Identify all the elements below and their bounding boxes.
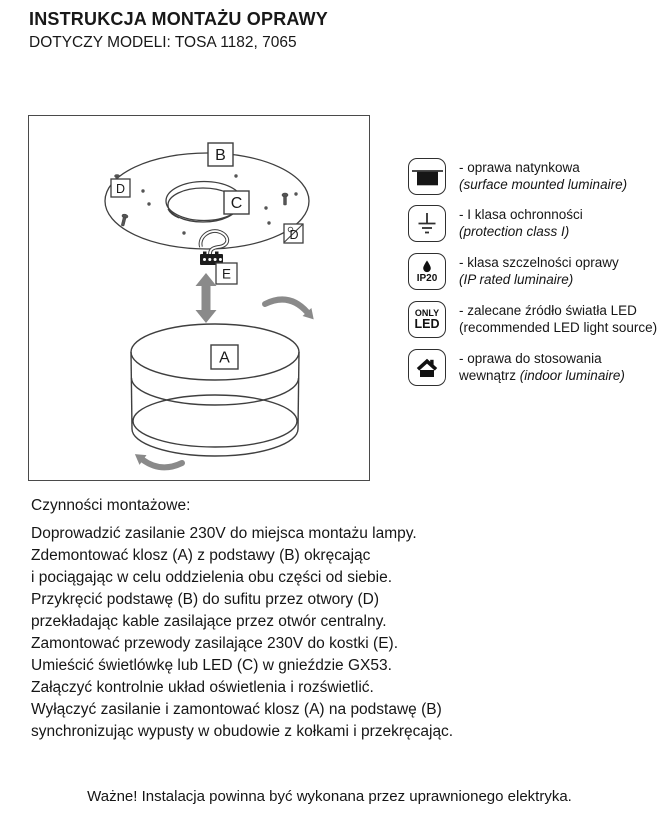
assembly-diagram	[29, 116, 371, 482]
legend-row-ip-rating	[408, 253, 619, 290]
label-e	[216, 263, 237, 284]
step-line: Przykręcić podstawę (B) do sufitu przez otwory (D)	[31, 591, 379, 608]
page-title: INSTRUKCJA MONTAŻU OPRAWY	[29, 9, 328, 29]
assembly-diagram-frame	[28, 115, 370, 481]
rotate-arrow-top-right-icon	[265, 300, 314, 320]
svg-text:B: B	[215, 147, 226, 164]
legend-label-en: (IP rated luminaire)	[459, 271, 574, 287]
svg-text:E: E	[221, 266, 232, 282]
page-subtitle: DOTYCZY MODELI: TOSA 1182, 7065	[29, 34, 297, 51]
only-led-icon	[408, 301, 446, 338]
ip20-droplet-icon	[408, 253, 446, 290]
legend-row-surface-mounted	[408, 158, 627, 195]
legend-label: - oprawa natynkowa	[459, 160, 580, 175]
steps-heading: Czynności montażowe:	[31, 497, 191, 514]
step-line: Umieścić świetlówkę lub LED (C) w gnieździe GX53.	[31, 657, 392, 674]
important-note: Ważne! Instalacja powinna być wykonana przez uprawnionego elektryka.	[87, 788, 572, 805]
label-c	[224, 191, 249, 214]
step-line: Załączyć kontrolnie układ oświetlenia i rozświetlić.	[31, 679, 374, 696]
svg-text:D: D	[115, 182, 126, 196]
protection-class-1-earth-icon	[408, 205, 446, 242]
step-line: Zdemontować klosz (A) z podstawy (B) okręcając	[31, 547, 371, 564]
step-line: przekładając kable zasilające przez otwór centralny.	[31, 613, 387, 630]
legend-label-en: wewnątrz (indoor luminaire)	[459, 367, 625, 383]
label-a	[211, 345, 238, 369]
header	[29, 9, 328, 52]
legend-label: - oprawa do stosowania	[459, 351, 602, 366]
droplet-icon	[422, 260, 432, 273]
label-d-right	[284, 224, 303, 243]
legend-row-protection-class	[408, 205, 583, 242]
legend-label: - zalecane źródło światła LED	[459, 303, 637, 318]
step-line: Doprowadzić zasilanie 230V do miejsca montażu lampy.	[31, 525, 417, 542]
legend-row-indoor	[408, 349, 625, 386]
label-b	[208, 143, 233, 166]
legend-label-en: (protection class I)	[459, 223, 570, 239]
power-wire	[201, 231, 228, 254]
svg-text:A: A	[219, 349, 230, 367]
step-line: i pociągając w celu oddzielenia obu części od siebie.	[31, 569, 393, 586]
up-down-arrow-icon	[196, 273, 217, 323]
only-badge: ONLY	[414, 308, 440, 318]
lamp-shade	[131, 324, 299, 456]
step-line: Zamontować przewody zasilające 230V do kostki (E).	[31, 635, 398, 652]
led-badge: LED	[414, 317, 440, 331]
step-line: Wyłączyć zasilanie i zamontować klosz (A) na podstawę (B)	[31, 701, 442, 718]
surface-mounted-luminaire-icon	[408, 158, 446, 195]
legend-label-en: (surface mounted luminaire)	[459, 176, 628, 192]
legend-row-only-led	[408, 301, 657, 338]
indoor-house-icon	[408, 349, 446, 386]
rotate-arrow-bottom-left-icon	[135, 454, 182, 467]
legend-label-en: (recommended LED light source)	[459, 319, 658, 335]
screw-icon	[115, 175, 288, 227]
step-line: synchronizując wypusty w obudowie z kołkami i przekręcając.	[31, 723, 454, 740]
svg-text:D: D	[289, 228, 299, 242]
legend-label: - I klasa ochronności	[459, 207, 583, 222]
assembly-steps	[31, 495, 453, 743]
legend-label: - klasa szczelności oprawy	[459, 255, 619, 270]
label-d-left	[111, 179, 130, 197]
svg-text:C: C	[230, 195, 243, 212]
ip20-badge: IP20	[416, 272, 438, 284]
